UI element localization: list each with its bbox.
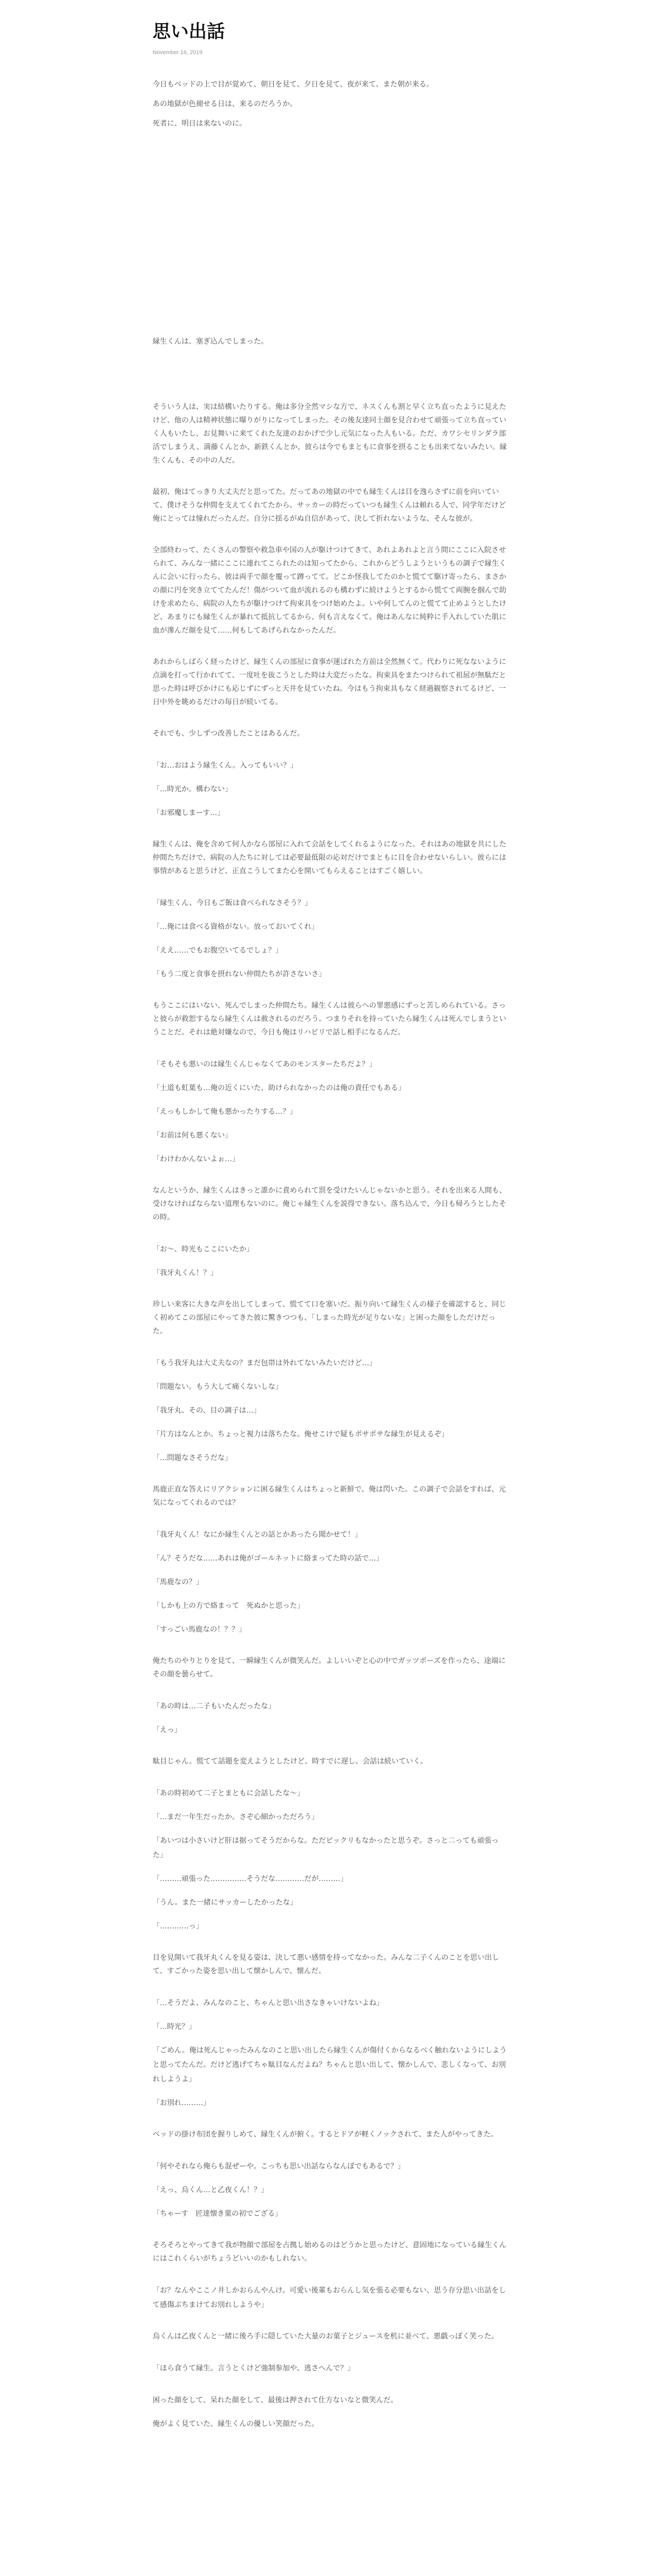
dialogue-line: 「お…おはよう縁生くん。入ってもいい？」 <box>153 761 297 770</box>
dialogue-line: 「もう我牙丸は大丈夫なの？まだ包帯は外れてないみたいだけど…」 <box>153 1359 376 1367</box>
dialogue-line: 「ん？そうだな……あれは俺がゴールネットに絡まってた時の話で…」 <box>153 1554 384 1563</box>
dialogue-line: 「お？なんやここノ井しかおらんやんけ。可愛い後輩もおらんし気を張る必要もない、思う存分思い出話をして感傷ぶちまけてお別れしようや」 <box>153 2286 506 2309</box>
dialogue-line: 「我牙丸くん！なにか縁生くんとの話とかあったら聞かせて！」 <box>153 1531 362 1539</box>
paragraph: 珍しい来客に大きな声を出してしまって、慌てて口を塞いだ。振り向いて縁生くんの様子を確認すると、同じく初めてこの部屋にやってきた彼に驚きつつも、「しまった時光が足りないな」と困った顔をしただけだった。 <box>153 1300 506 1335</box>
dialogue-line: 「えっ、烏くん…と乙夜くん！？」 <box>153 2186 268 2194</box>
paragraph: あの地獄が色褪せる日は、来るのだろうか。 <box>153 100 297 108</box>
dialogue-line: 「…問題なさそうだな」 <box>153 1454 232 1462</box>
dialogue-line: 「お前は何も悪くない」 <box>153 1131 232 1140</box>
paragraph: あれからしばらく経ったけど、縁生くんの部屋に食事が運ばれた方前は全然無くて。代わりに死なないように点滴を打って行かれてて、一度吐を抜こうとした時は大変だったな。拘束具をまたつけられて祖屈が無駄だと思った時は呼びかけにも応じずにずっと天井を見ていたね。今はもう拘束具もなく経過観察されてるけど、一日中外を眺めるだけの毎日が続いてる。 <box>153 658 506 706</box>
dialogue-line: 「ちゃーす 匠達懐き菓の初でござる」 <box>153 2210 283 2218</box>
dialogue-line: 「ごめん。俺は死んじゃったみんなのこと思い出したら縁生くんが傷付くからなるべく触れないようにしようと思ってたんだ。だけど逃げてちゃ駄目なんだよね？ちゃんと思い出して、懐かしんで、悲しくなって、お別れしようよ」 <box>153 2046 507 2083</box>
paragraph: 縁生くんは、塞ぎ込んでしまった。 <box>153 337 268 346</box>
paragraph: 目を見開いて我牙丸くんを見る姿は、決して悪い感情を持ってなかった。みんな二子くんのことを思い出して、すごかった姿を思い出して懐かしんで、懐んだ。 <box>153 1954 499 1975</box>
paragraph: 馬鹿正直な答えにリアクションに困る縁生くんはちょっと新鮮で、俺は閃いた。この調子で会話をすれば、元気になってくれるのでは？ <box>153 1485 506 1507</box>
dialogue-line: 「お別れ………」 <box>153 2099 210 2107</box>
paragraph: 最初、俺はてっきり大丈夫だと思ってた。だってあの地獄の中でも縁生くんは目を逸らさずに前を向いていて、僕けそうな仲間を支えてくれてたから。サッカーの時だっていつも縁生くんは頼れる人で、同学年だけど俺にとっては憧れだったんだ。自分に揺るがぬ自信があって、決して折れないような、そんな彼が。 <box>153 488 506 523</box>
paragraph: 死者に、明日は来ないのに。 <box>153 120 246 128</box>
paragraph: 全部終わって、たくさんの警察や救急車や国の人が駆けつけてきて、あれよあれよと言う間にここに入院させられて、みんな一緒にここに連れてこられたのは知ってたから、これからどうしようというもの調子で縁生くんに会いに行ったら、彼は両手で顔を覆って蹲ってて。どこか怪我してたのかと慌てて駆け寄ったら、まさかの顔に円を突き立ててたんだ！傷がついて血が流れるのも構わずに続けようとするから慌てて両腕を掴んで助けを求めたら、病院の人たちが駆けつけて拘束具をつけ始めたよ。いや何してんのと慌てて止めようとしたけど、あまりにも縁生くんが暴れて抵抗してるから、何も言えなくて。俺はあんなに純粋に手入れしていた肌に血が滲んだ顔を見て……何もしてあげられなかったんだ。 <box>153 546 506 635</box>
paragraph: それでも、少しずつ改善したことはあるんだ。 <box>153 730 304 738</box>
paragraph: もうここにはいない、死んでしまった仲間たち。縁生くんは彼らへの罪悪感にずっと苦しめられている。さっと彼らが救恕するなら縁生くんは赦されるのだろう。つまりそれを持っていたら縁生くんは死んでしまうということだ。それは絶対嫌なので、今日も俺はリハビリで話し相手になるんだ。 <box>153 1002 506 1037</box>
dialogue-line: 「お邪魔しまーす…」 <box>153 809 225 817</box>
paragraph: 駄目じゃん。慌てて話題を変えようとしたけど、時すでに遅し。会話は続いていく。 <box>153 1757 427 1766</box>
dialogue-line: 「ほら食うて縁生。言うとくけど強制参加や、逃さへんで？」 <box>153 2364 355 2372</box>
dialogue-line: 「…そうだよ、みんなのこと、ちゃんと思い出さなきゃいけないよね」 <box>153 1999 384 2007</box>
dialogue-line: 「片方はなんとか。ちょっと視力は落ちたな。俺せこけで疑もポサポサな縁生が見えるぞ」 <box>153 1430 449 1438</box>
blank-space <box>153 366 509 400</box>
closing-line: 俺がよく見ていた、縁生くんの優しい笑顔だった。 <box>153 2420 319 2428</box>
dialogue-line: 「お～、時光もここにいたか」 <box>153 1245 254 1253</box>
dialogue-line: 「あいつは小さいけど肝は据ってそうだからな。ただビックリもなかったと思うぞ。さっと二っても頑張った」 <box>153 1837 499 1859</box>
dialogue-line: 「…まだ一年生だったか。さぞ心細かっただろう」 <box>153 1813 319 1821</box>
post-title: 思い出話 <box>153 22 225 42</box>
dialogue-line: 「…時光か。構わない」 <box>153 785 232 793</box>
dialogue-line: 「我牙丸、その、目の調子は…」 <box>153 1406 261 1415</box>
dialogue-line: 「しかも上の方で絡まって 死ぬかと思った」 <box>153 1602 304 1610</box>
blank-space <box>153 148 509 335</box>
dialogue-line: 「…時光？」 <box>153 2023 196 2031</box>
post-date: November 16, 2019 <box>153 49 203 56</box>
dialogue-line: 「縁生くん、今日もご飯は食べられなさそう？」 <box>153 899 312 907</box>
paragraph: そろそろとやってきて我が物顔で部屋を占拠し始めるのはどうかと思ったけど、意固地になっている縁生くんにはこれくらいがちょうどいいのかもしれない。 <box>153 2241 506 2263</box>
paragraph: そういう人は、実は結構いたりする。俺は多分全然マシな方で、ネスくんも割と早く立ち直ったように見えたけど、他の人は精神状態に曝りがりになってしまった。その後友達同士顔を見合わせて頑張って立ち直っていく人もいたし、お見舞いに来てくれた友達のおかげで少し元気になった人もいる。ただ、カワシセリンダラ部活でしまうえ、満藤くんとか、新鉄くんとか、彼らは今でもまともに食事を摂ることも出来てないみたい。縁生くんも、その中の人だ。 <box>153 403 507 465</box>
paragraph: 烏くんは乙夜くんと一緒に後ろ手に隠していた大量のお菓子とジュースを机に並べて、悪戯っぽく笑った。 <box>153 2332 499 2341</box>
dialogue-line: 「…………っ」 <box>153 1922 203 1930</box>
dialogue-line: 「わけわかんないよぉ…」 <box>153 1155 239 1163</box>
paragraph: なんというか、縁生くんはきっと誰かに責められて罰を受けたいんじゃないかと思う。それを出来る人間も、受けなければならない道理もないのに。俺じゃ縁生くんを説得できない。落ち込んで、今日も帰ろうとしたその時。 <box>153 1187 506 1222</box>
dialogue-line: 「何やそれなら俺らも混ぜーや。こっちも思い出話ならなんぼでもあるで？」 <box>153 2162 405 2171</box>
paragraph: ベッドの掛け布団を握りしめて、縁生くんが俯く。するとドアが軽くノックされて、また人がやってきた。 <box>153 2130 498 2139</box>
dialogue-line: 「あの時は…二子もいたんだったな」 <box>153 1702 275 1710</box>
dialogue-line: 「土道も虹葉も…俺の近くにいた、助けられなかったのは俺の責任でもある」 <box>153 1084 405 1092</box>
closing-line: 困った顔をして、呆れた顔をして、最後は押されて仕方ないなと微笑んだ。 <box>153 2396 398 2404</box>
dialogue-line: 「………頑張った……………そうだな…………だが………」 <box>153 1875 347 1883</box>
dialogue-line: 「我牙丸くん！？」 <box>153 1269 218 1277</box>
dialogue-line: 「えっもしかして俺も悪かったりする…？」 <box>153 1108 297 1116</box>
dialogue-line: 「ええ……でもお腹空いてるでしょ？」 <box>153 946 283 955</box>
dialogue-line: 「うん。また一緒にサッカーしたかったな」 <box>153 1899 297 1907</box>
paragraph: 俺たちのやりとりを見て、一瞬縁生くんが微笑んだ。よしいいぞと心の中でガッツポーズを作ったら、途端にその顔を曇らせて。 <box>153 1657 506 1679</box>
paragraph: 縁生くんは、俺を含めて何人かなら部屋に入れて会話をしてくれるようになった。それはあの地獄を共にした仲間たちだけで、病院の人たちに対しては必要最低限の応対だけでまともに目を合わせないらしい。彼らには事情があると思うけど、正直こうしてまた心を開いてもらえることはすごく嬉しい。 <box>153 840 506 875</box>
dialogue-line: 「馬鹿なの？」 <box>153 1578 203 1586</box>
dialogue-line: 「そもそも悪いのは縁生くんじゃなくてあのモンスターたちだよ？」 <box>153 1060 376 1069</box>
dialogue-line: 「あの時初めて二子とまともに会話したな～」 <box>153 1789 304 1798</box>
dialogue-line: 「…俺には食べる資格がない。放っておいてくれ」 <box>153 923 319 931</box>
dialogue-line: 「問題ない。もう大して痛くないしな」 <box>153 1383 283 1391</box>
post-body <box>153 78 509 2431</box>
dialogue-line: 「すっごい馬鹿なの！？？」 <box>153 1625 246 1634</box>
paragraph: 今日もベッドの上で目が覚めて、朝日を見て、夕日を見て、夜が来て、また朝が来る。 <box>153 80 434 89</box>
dialogue-line: 「もう二度と食事を摂れない仲間たちが許さないさ」 <box>153 970 326 978</box>
dialogue-line: 「えっ」 <box>153 1726 181 1734</box>
article <box>153 0 509 2441</box>
